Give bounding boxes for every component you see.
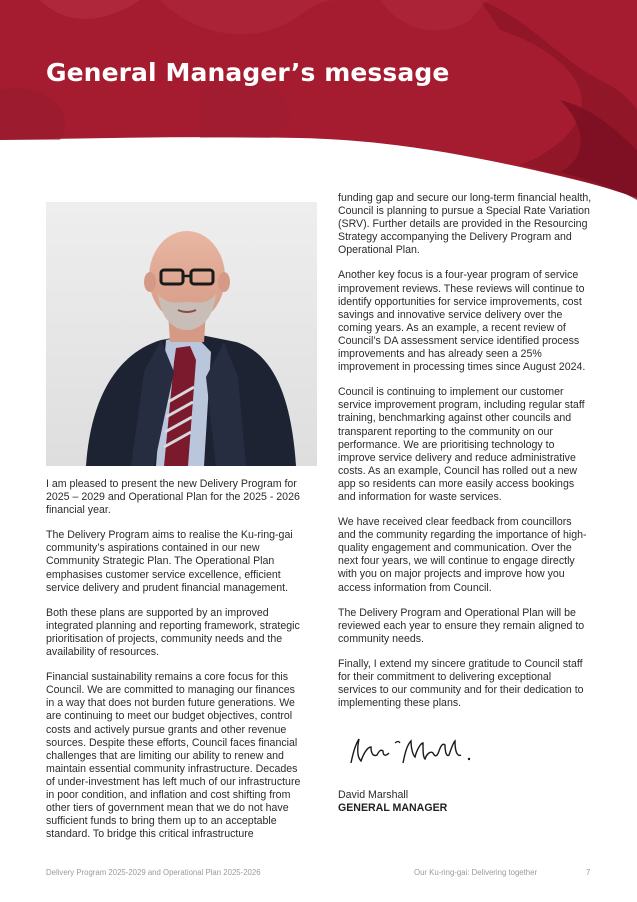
paragraph-customer-service: Council is continuing to implement our customer service improvement program, including regular staff training, benchmarking against other councils and transparent reporting to the community on our performance. We are prioritising technology to improve service delivery and reduce administrative costs. As an example, Council has rolled out a new app so residents can more easily access bookings and information for waste services. <box>338 386 585 503</box>
footer-document-title: Delivery Program 2025-2029 and Operational Plan 2025-2026 <box>46 868 261 877</box>
page-title: General Manager’s message <box>46 58 450 87</box>
paragraph-intro: I am pleased to present the new Delivery Program for 2025 – 2029 and Operational Plan for the 2025 - 2026 financial year. <box>46 478 300 517</box>
paragraph-gratitude: Finally, I extend my sincere gratitude to Council staff for their commitment to delivering exceptional services to our community and for their dedication to implementing these plans. <box>338 657 584 710</box>
paragraph-delivery-program: The Delivery Program aims to realise the Ku-ring-gai community’s aspirations contained in our new Community Strategic Plan. The Operational Plan emphasises customer service excellence, efficient service delivery and prudent financial management. <box>46 529 293 594</box>
portrait-illustration <box>46 202 317 466</box>
header-wave-graphic <box>0 0 637 205</box>
page-number: 7 <box>586 868 591 877</box>
paragraph-planning-framework: Both these plans are supported by an improved integrated planning and reporting framework, strategic prioritisation of projects, community needs and the availability of resources. <box>46 606 300 659</box>
footer-tagline: Our Ku-ring-gai: Delivering together <box>414 868 538 877</box>
paragraph-financial-sustainability: Financial sustainability remains a core focus for this Council. We are committed to managing our finances in a way that does not burden future generations. We are continuing to meet our budget objectives, control costs and actively pursue grants and other revenue sources. Despite these efforts, Council faces financial challenges that are limiting our ability to renew and maintain essential community infrastructure. Decades of under-investment has left much of our infrastructure in poor condition, and inflation and cost shifting from other tiers of government mean that we do not have sufficient funds to bring them up to an acceptable standard. To bridge this critical infrastructure <box>46 671 301 841</box>
portrait-photo <box>46 202 317 466</box>
header-banner <box>0 0 637 205</box>
signatory-title: GENERAL MANAGER <box>338 802 448 814</box>
paragraph-annual-review: The Delivery Program and Operational Plan will be reviewed each year to ensure they remain aligned to community needs. <box>338 606 585 645</box>
body-column-right <box>338 192 592 722</box>
paragraph-engagement: We have received clear feedback from councillors and the community regarding the importance of high-quality engagement and communication. Over the next four years, we will continue to engage directly with you on major projects and improve how you access information from Council. <box>338 516 587 594</box>
paragraph-funding-gap: funding gap and secure our long-term financial health, Council is planning to pursue a Special Rate Variation (SRV). Further details are provided in the Resourcing Strategy accompanying the Delivery Program and Operational Plan. <box>338 192 592 257</box>
body-column-left <box>46 478 304 853</box>
paragraph-service-reviews: Another key focus is a four-year program of service improvement reviews. These reviews will continue to identify opportunities for service improvements, cost savings and innovative service delivery over the coming years. As an example, a recent review of Council’s DA assessment service identified process improvements and has already seen a 25% improvement in processing times since August 2024. <box>338 269 586 374</box>
handwritten-signature <box>345 735 475 774</box>
signatory-name: David Marshall <box>338 789 409 801</box>
